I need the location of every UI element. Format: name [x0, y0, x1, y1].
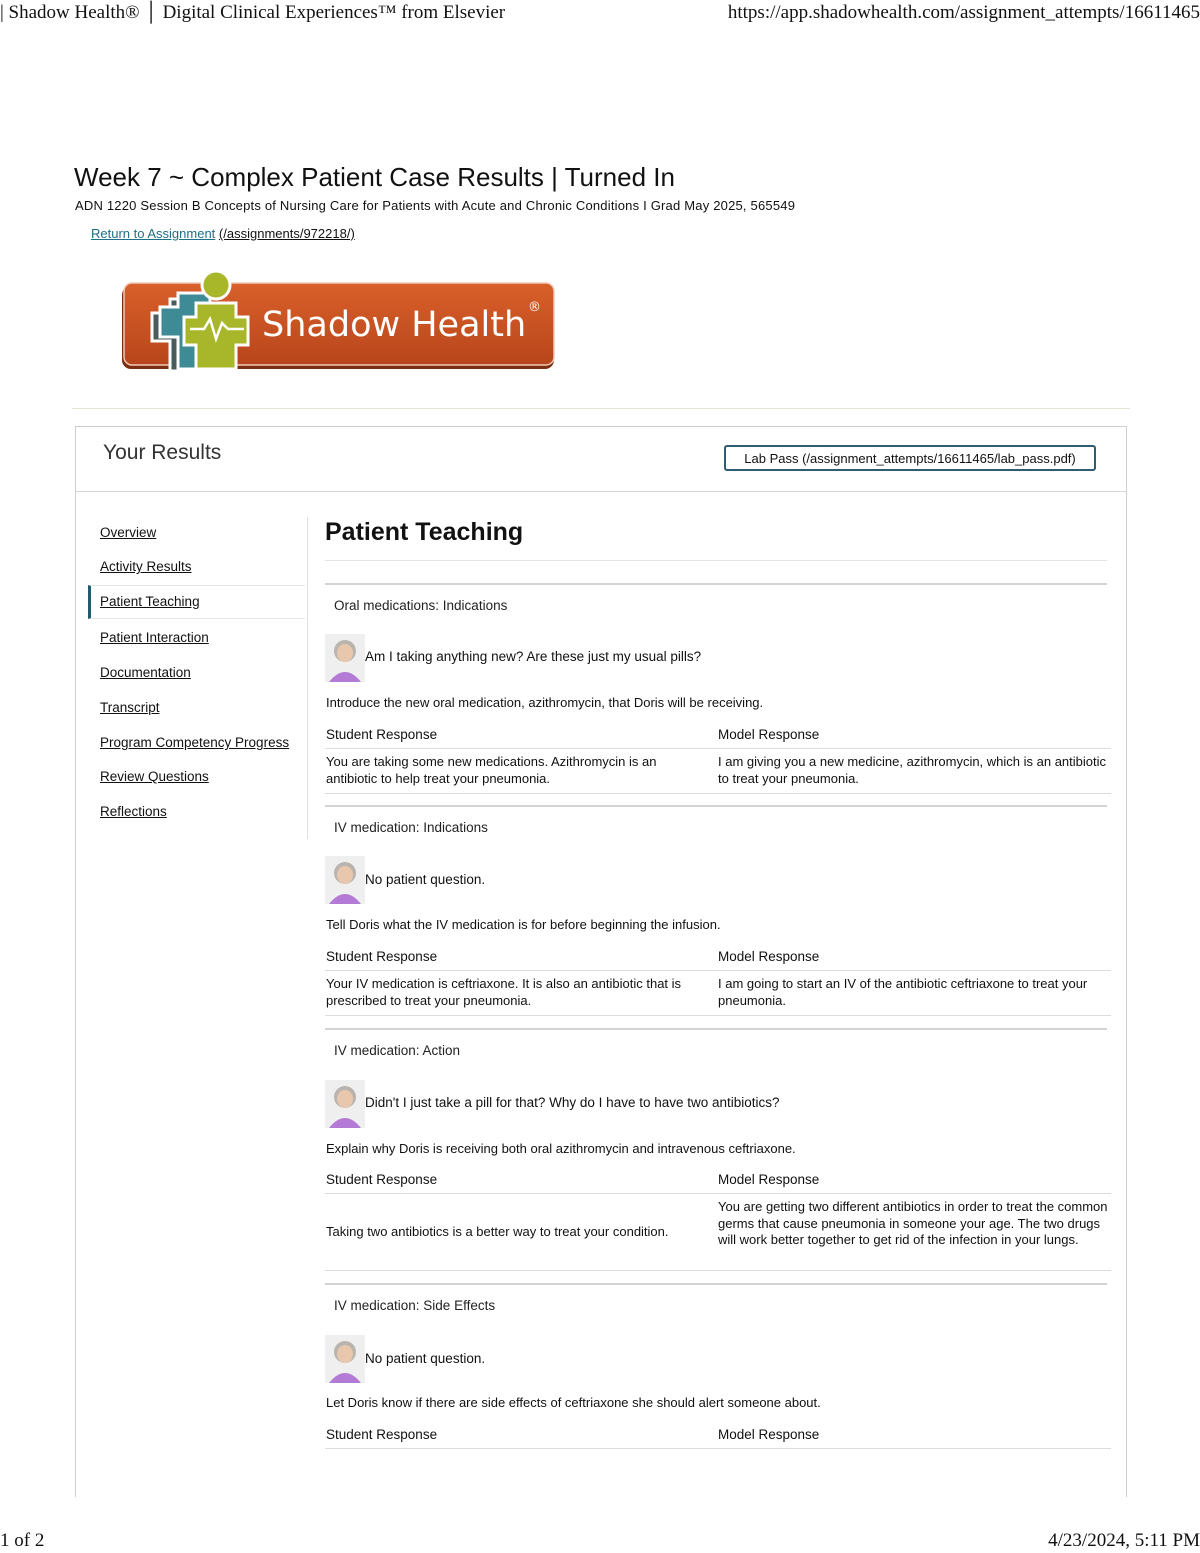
response-row — [325, 971, 1111, 1016]
nav-item-label[interactable]: Reflections — [100, 804, 167, 819]
nav-item-documentation[interactable] — [88, 657, 305, 691]
student-response: Taking two antibiotics is a better way to treat your condition. — [326, 1224, 669, 1239]
header-divider — [72, 408, 1130, 409]
section-divider — [325, 583, 1107, 585]
teaching-section — [325, 1283, 1111, 1483]
nav-item-reflections[interactable] — [88, 796, 305, 830]
model-response: I am giving you a new medicine, azithromycin, which is an antibiotic to treat your pneumonia. — [718, 754, 1107, 786]
response-row — [325, 749, 1111, 794]
nav-item-patient-interaction[interactable] — [88, 622, 305, 656]
student-response-header: Student Response — [326, 727, 438, 742]
patient-avatar-icon — [325, 1335, 365, 1383]
teaching-prompt: Introduce the new oral medication, azithromycin, that Doris will be receiving. — [326, 695, 764, 710]
section-title: IV medication: Action — [334, 1043, 461, 1058]
teaching-section — [325, 805, 1111, 1027]
return-link-label[interactable]: Return to Assignment — [91, 226, 216, 241]
nav-item-transcript[interactable] — [88, 692, 305, 726]
nav-item-label[interactable]: Patient Interaction — [100, 630, 209, 645]
model-response-header: Model Response — [718, 949, 820, 964]
model-response-header: Model Response — [718, 727, 820, 742]
student-response-header: Student Response — [326, 949, 438, 964]
patient-avatar-icon — [325, 1080, 365, 1128]
nav-item-label[interactable]: Review Questions — [100, 769, 209, 784]
student-response-header: Student Response — [326, 1172, 438, 1187]
model-response: You are getting two different antibiotics in order to treat the common germs that cause pneumonia in someone your age. The two drugs will work better together to get rid of the infection in your lungs. — [718, 1199, 1108, 1247]
model-response-header: Model Response — [718, 1427, 820, 1442]
response-row — [325, 1194, 1111, 1271]
results-panel-header — [76, 427, 1126, 492]
logo-wordmark: Shadow Health — [262, 305, 527, 345]
results-title: Your Results — [103, 441, 222, 464]
print-header-url: https://app.shadowhealth.com/assignment_attempts/16611465 — [727, 2, 1200, 23]
nav-item-label[interactable]: Documentation — [100, 665, 191, 680]
teaching-prompt: Let Doris know if there are side effects of ceftriaxone she should alert someone about. — [326, 1395, 821, 1410]
patient-question: No patient question. — [365, 872, 486, 887]
nav-item-label[interactable]: Activity Results — [100, 559, 192, 574]
patient-avatar-icon — [325, 856, 365, 904]
logo-registered-mark: ® — [528, 300, 541, 315]
model-response: I am going to start an IV of the antibiotic ceftriaxone to treat your pneumonia. — [718, 976, 1088, 1008]
response-header — [325, 946, 1111, 971]
print-timestamp: 4/23/2024, 5:11 PM — [1048, 1530, 1200, 1551]
section-divider — [325, 1283, 1107, 1285]
section-divider — [325, 1028, 1107, 1030]
section-title: IV medication: Indications — [334, 820, 488, 835]
teaching-prompt: Tell Doris what the IV medication is for before beginning the infusion. — [326, 917, 721, 932]
page-count: 1 of 2 — [0, 1530, 45, 1551]
section-divider — [325, 805, 1107, 807]
nav-item-label[interactable]: Patient Teaching — [100, 594, 200, 609]
nav-item-program-competency-progress[interactable] — [88, 727, 305, 761]
model-response-header: Model Response — [718, 1172, 820, 1187]
patient-question: No patient question. — [365, 1351, 486, 1366]
student-response-header: Student Response — [326, 1427, 438, 1442]
student-response: Your IV medication is ceftriaxone. It is also an antibiotic that is prescribed to treat your pneumonia. — [326, 976, 682, 1008]
course-subtitle: ADN 1220 Session B Concepts of Nursing Care for Patients with Acute and Chronic Conditions I Grad May 2025, 565549 — [75, 198, 796, 213]
nav-item-patient-teaching[interactable] — [88, 585, 305, 619]
nav-item-label[interactable]: Transcript — [100, 700, 160, 715]
teaching-section — [325, 583, 1111, 805]
section-title: Oral medications: Indications — [334, 598, 508, 613]
response-header — [325, 1169, 1111, 1194]
patient-question: Didn't I just take a pill for that? Why do I have to have two antibiotics? — [365, 1095, 780, 1110]
lab-pass-button[interactable]: Lab Pass (/assignment_attempts/16611465/lab_pass.pdf) — [724, 445, 1096, 471]
teaching-prompt: Explain why Doris is receiving both oral azithromycin and intravenous ceftriaxone. — [326, 1141, 796, 1156]
response-header — [325, 724, 1111, 749]
nav-item-activity-results[interactable] — [88, 551, 305, 585]
print-header — [0, 0, 1200, 26]
student-response: You are taking some new medications. Azithromycin is an antibiotic to help treat your pneumonia. — [326, 754, 657, 786]
teaching-section — [325, 1028, 1111, 1282]
section-title: IV medication: Side Effects — [334, 1298, 496, 1313]
response-header — [325, 1424, 1111, 1449]
nav-item-overview[interactable] — [88, 517, 305, 551]
heading-divider — [325, 560, 1107, 561]
print-header-title: | Shadow Health® │ Digital Clinical Experiences™ from Elsevier — [0, 2, 506, 23]
page-title: Week 7 ~ Complex Patient Case Results | Turned In — [74, 162, 675, 192]
patient-avatar-icon — [325, 634, 365, 682]
nav-item-review-questions[interactable] — [88, 761, 305, 795]
nav-item-label[interactable]: Program Competency Progress — [100, 735, 290, 750]
shadow-health-logo — [120, 263, 560, 385]
nav-item-label[interactable]: Overview — [100, 525, 157, 540]
return-link-url[interactable]: (/assignments/972218/) — [218, 226, 355, 241]
content-heading: Patient Teaching — [325, 518, 524, 546]
patient-question: Am I taking anything new? Are these just my usual pills? — [365, 649, 702, 664]
results-sidenav — [88, 517, 308, 839]
return-to-assignment-link[interactable] — [91, 226, 355, 241]
results-panel — [75, 426, 1127, 1497]
